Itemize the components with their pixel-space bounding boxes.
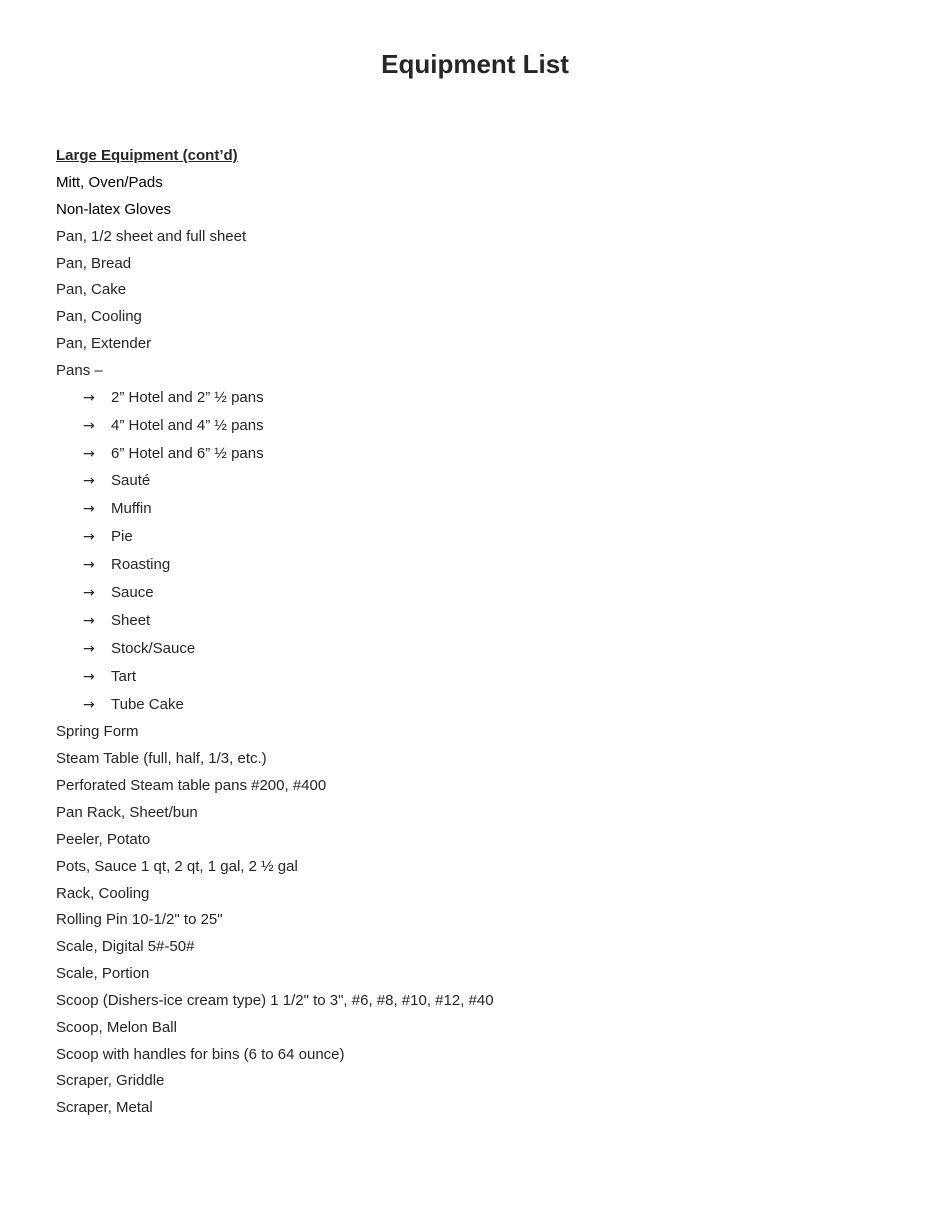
sub-list-item bbox=[56, 694, 916, 716]
sub-list-item bbox=[56, 387, 916, 409]
arrow-icon: → bbox=[83, 473, 95, 490]
sub-item-label: Sheet bbox=[111, 611, 151, 629]
page-title: Equipment List bbox=[381, 49, 569, 79]
list-item: Perforated Steam table pans #200, #400 bbox=[56, 777, 327, 795]
arrow-icon: → bbox=[83, 445, 95, 462]
sub-list-item bbox=[56, 638, 916, 660]
list-item: Pan, Bread bbox=[56, 254, 132, 272]
sub-list-item bbox=[56, 498, 916, 520]
list-item: Pans – bbox=[56, 361, 103, 379]
list-item: Spring Form bbox=[56, 723, 139, 741]
sub-item-label: 2” Hotel and 2” ½ pans bbox=[111, 388, 264, 406]
sub-item-label: Sauce bbox=[111, 583, 154, 601]
list-item: Scoop (Dishers-ice cream type) 1 1/2" to 3", #6, #8, #10, #12, #40 bbox=[56, 991, 494, 1009]
sub-list-item bbox=[56, 582, 916, 604]
list-item: Pan, Extender bbox=[56, 335, 152, 353]
arrow-icon: → bbox=[83, 612, 95, 629]
list-item: Mitt, Oven/Pads bbox=[56, 174, 163, 191]
arrow-icon: → bbox=[83, 668, 95, 685]
arrow-icon: → bbox=[83, 529, 95, 546]
sub-list-item bbox=[56, 554, 916, 576]
sub-item-label: Pie bbox=[111, 528, 133, 546]
list-item: Pan, Cooling bbox=[56, 308, 142, 326]
sub-list-item bbox=[56, 415, 916, 437]
sub-list-item bbox=[56, 470, 916, 492]
list-item: Scraper, Metal bbox=[56, 1099, 153, 1117]
sub-list-item bbox=[56, 666, 916, 688]
sub-list-item bbox=[56, 443, 916, 465]
arrow-icon: → bbox=[83, 501, 95, 518]
sub-item-label: Tube Cake bbox=[111, 695, 184, 713]
sub-list-item bbox=[56, 526, 916, 548]
list-item: Rack, Cooling bbox=[56, 884, 150, 902]
arrow-icon: → bbox=[83, 557, 95, 574]
list-item: Scale, Digital 5#-50# bbox=[56, 938, 195, 956]
list-item: Peeler, Potato bbox=[56, 830, 151, 848]
sub-item-label: Stock/Sauce bbox=[111, 639, 196, 657]
equipment-list bbox=[56, 172, 916, 1124]
list-item: Scoop with handles for bins (6 to 64 ounce) bbox=[56, 1045, 345, 1063]
sub-item-label: Muffin bbox=[111, 500, 152, 518]
list-item: Pan Rack, Sheet/bun bbox=[56, 803, 198, 821]
list-item: Pots, Sauce 1 qt, 2 qt, 1 gal, 2 ½ gal bbox=[56, 857, 298, 875]
list-item: Scoop, Melon Ball bbox=[56, 1018, 177, 1036]
list-item: Scraper, Griddle bbox=[56, 1072, 165, 1090]
arrow-icon: → bbox=[83, 640, 95, 657]
sub-item-label: Tart bbox=[111, 667, 137, 685]
sub-list-item bbox=[56, 610, 916, 632]
list-item: Scale, Portion bbox=[56, 965, 150, 983]
list-item: Pan, Cake bbox=[56, 281, 127, 299]
sub-item-label: 6” Hotel and 6” ½ pans bbox=[111, 444, 264, 462]
list-item: Steam Table (full, half, 1/3, etc.) bbox=[56, 750, 267, 768]
section-heading: Large Equipment (cont’d) bbox=[56, 147, 238, 164]
arrow-icon: → bbox=[83, 417, 95, 434]
arrow-icon: → bbox=[83, 696, 95, 713]
arrow-icon: → bbox=[83, 389, 95, 406]
list-item: Pan, 1/2 sheet and full sheet bbox=[56, 227, 247, 245]
arrow-icon: → bbox=[83, 584, 95, 601]
list-item: Non-latex Gloves bbox=[56, 200, 172, 218]
sub-item-label: Roasting bbox=[111, 556, 171, 574]
sub-item-label: 4” Hotel and 4” ½ pans bbox=[111, 416, 264, 434]
list-item: Rolling Pin 10-1/2" to 25" bbox=[56, 911, 223, 929]
sub-item-label: Sauté bbox=[111, 472, 151, 490]
